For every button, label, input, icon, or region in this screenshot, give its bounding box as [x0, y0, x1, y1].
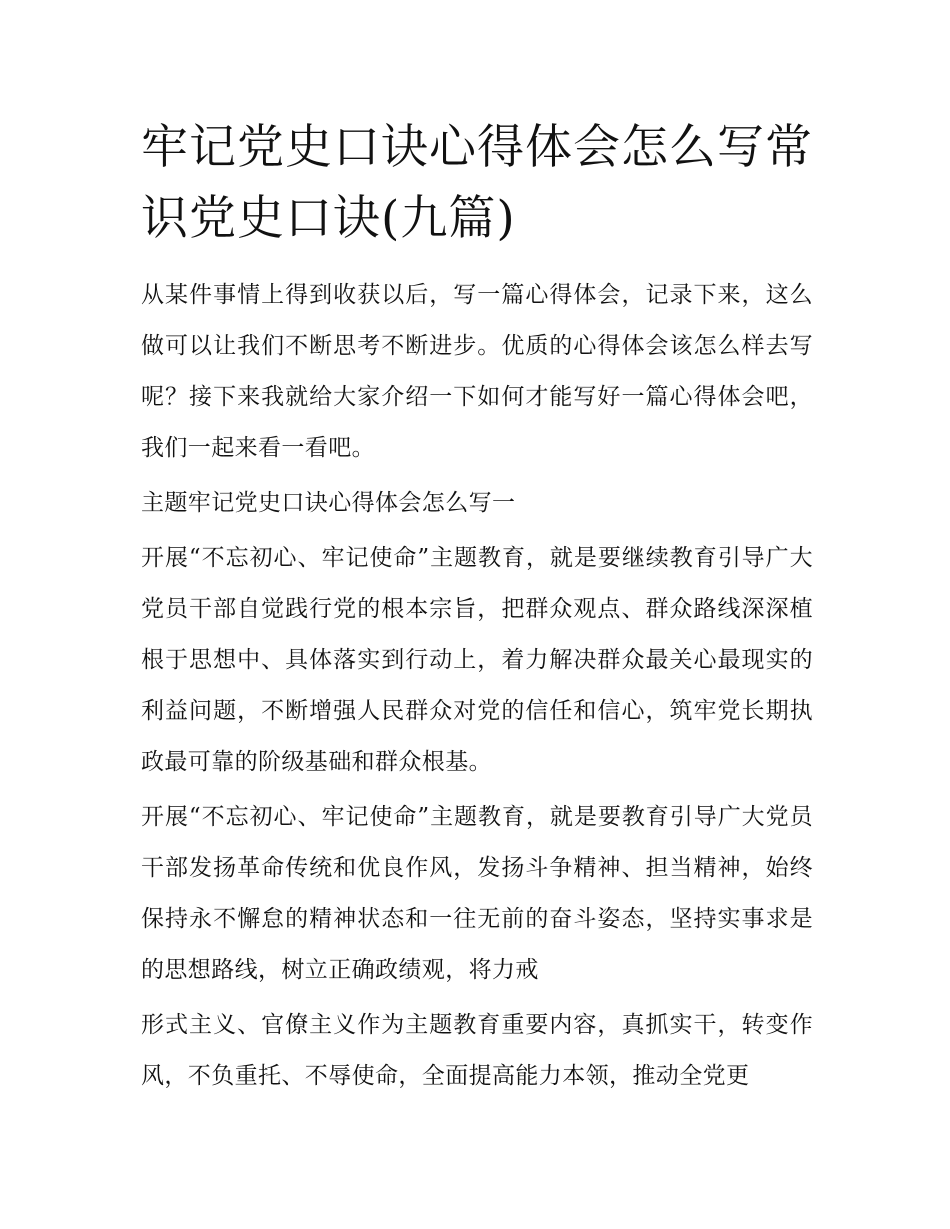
document-body — [141, 270, 813, 1102]
body-paragraph: 开展“不忘初心、牢记使命”主题教育，就是要继续教育引导广大党员干部自觉践行党的根本宗旨，把群众观点、群众路线深深植根于思想中、具体落实到行动上，着力解决群众最关心最现实的利益问题，不断增强人民群众对党的信任和信心，筑牢党长期执政最可靠的阶级基础和群众根基。 — [141, 545, 813, 775]
document-title: 牢记党史口诀心得体会怎么写常识党史口诀(九篇) — [141, 120, 813, 246]
body-paragraph: 形式主义、官僚主义作为主题教育重要内容，真抓实干，转变作风，不负重托、不辱使命，全面提高能力本领，推动全党更 — [141, 1012, 813, 1089]
intro-paragraph: 从某件事情上得到收获以后，写一篇心得体会，记录下来，这么做可以让我们不断思考不断进步。优质的心得体会该怎么样去写呢？接下来我就给大家介绍一下如何才能写好一篇心得体会吧，我们一起来看一看吧。 — [141, 282, 813, 461]
body-paragraph: 开展“不忘初心、牢记使命”主题教育，就是要教育引导广大党员干部发扬革命传统和优良作风，发扬斗争精神、担当精神，始终保持永不懈怠的精神状态和一往无前的奋斗姿态，坚持实事求是的思想路线，树立正确政绩观，将力戒 — [141, 804, 813, 983]
section-heading: 主题牢记党史口诀心得体会怎么写一 — [141, 490, 516, 516]
document-page — [141, 112, 813, 1102]
